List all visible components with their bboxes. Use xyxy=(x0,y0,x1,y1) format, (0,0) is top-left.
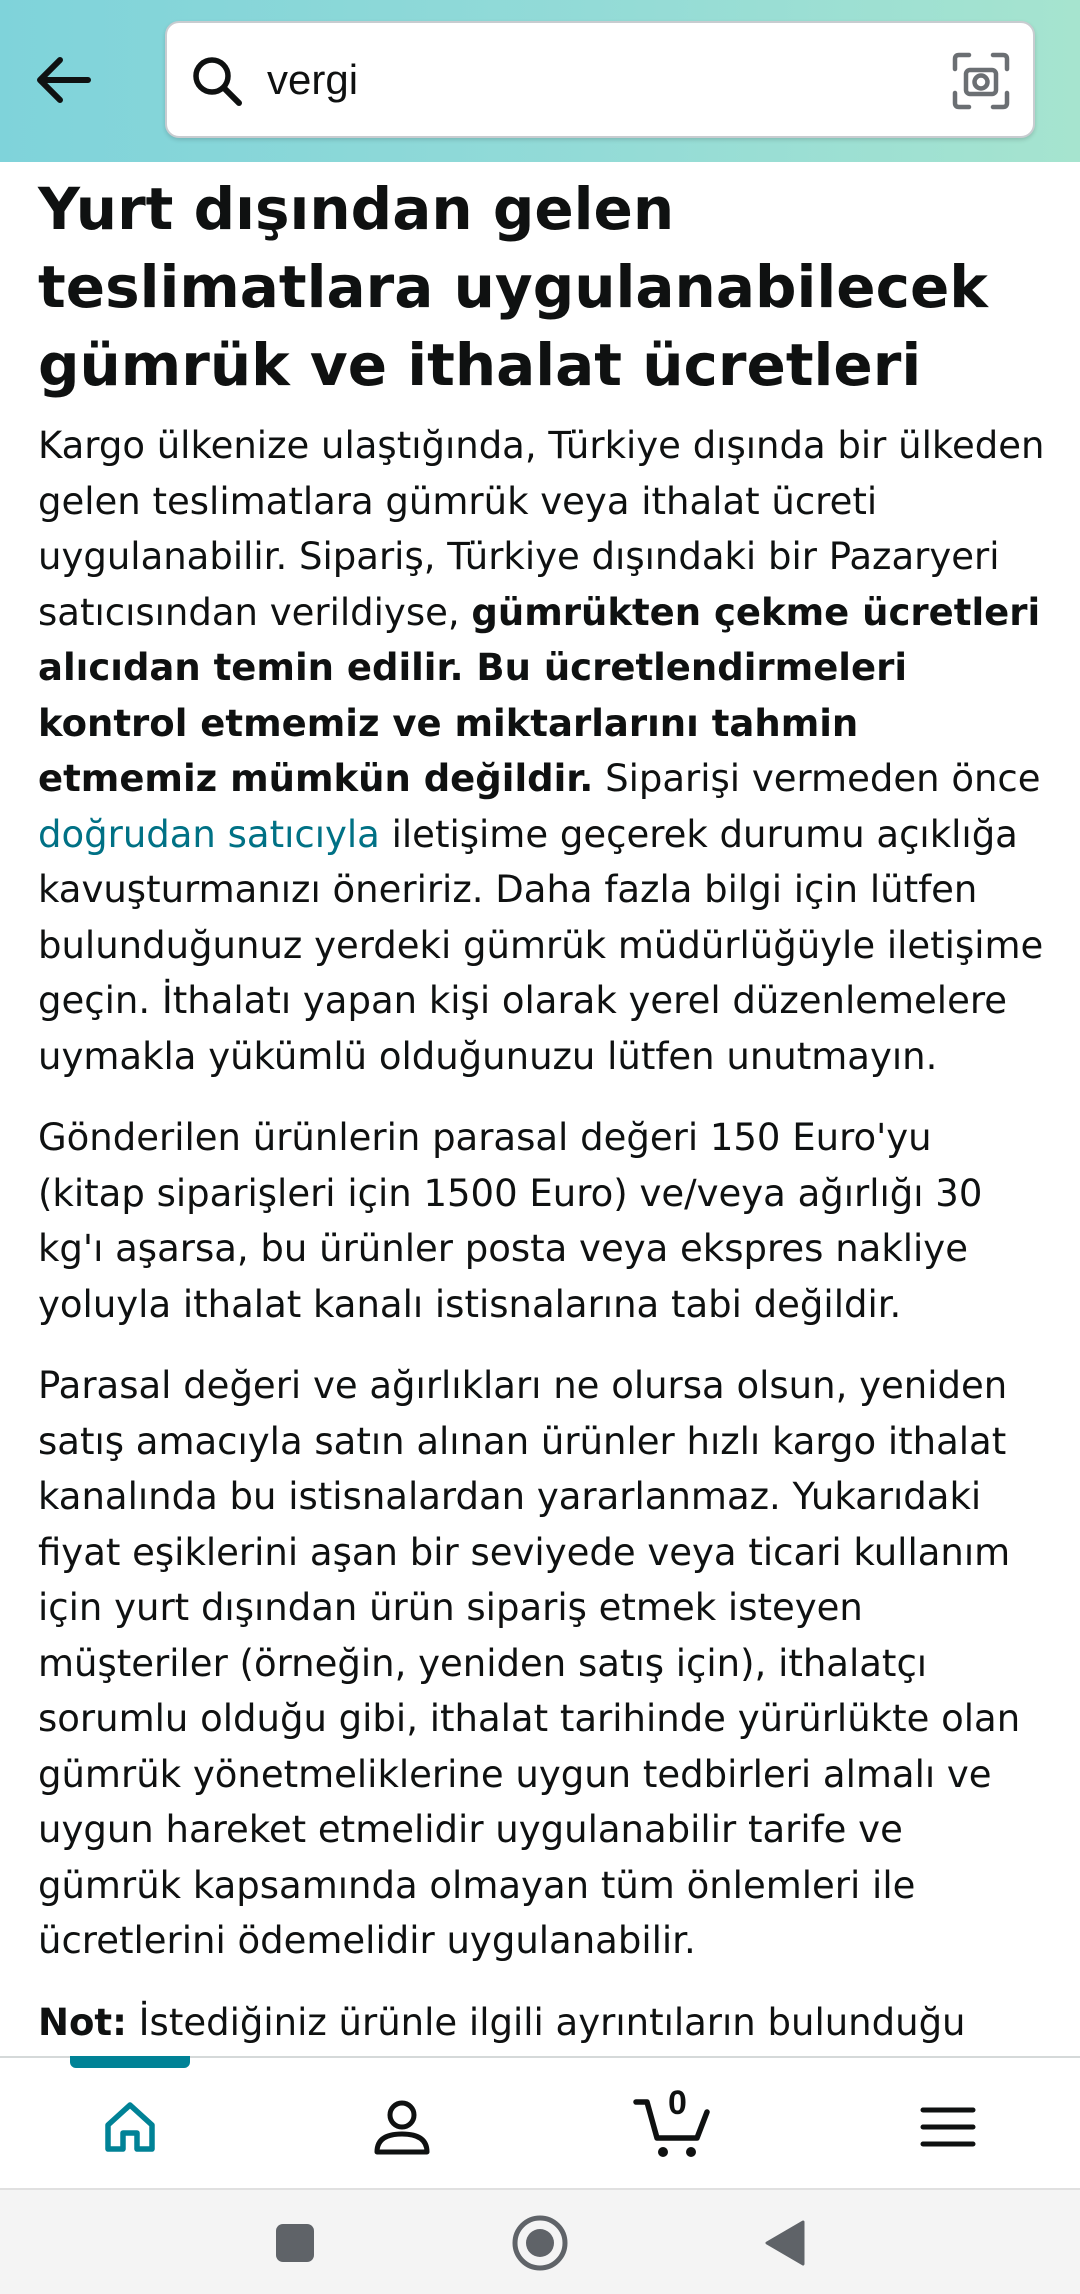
note-label: Not: xyxy=(38,2000,127,2044)
camera-scan-icon[interactable] xyxy=(949,49,1013,113)
back-button[interactable] xyxy=(22,40,102,120)
home-circle-icon xyxy=(511,2214,569,2272)
nav-home-button[interactable] xyxy=(85,2082,175,2172)
system-navigation-bar xyxy=(0,2188,1080,2294)
article-content xyxy=(38,170,1048,2076)
contact-seller-link[interactable]: doğrudan satıcıyla xyxy=(38,812,380,856)
paragraph-customs-charges xyxy=(38,418,1048,1084)
search-icon xyxy=(189,53,245,109)
paragraph-intro-text: Kargo ülkenize ulaştığında, Türkiye dışında bir ülkeden gelen teslimatlara gümrük veya ithalat ücreti uygulanabilir. Sipariş, Türkiye dışındaki bir Pazaryeri satıcısından verildiyse, xyxy=(38,424,1045,634)
app-header xyxy=(0,0,1080,162)
account-icon xyxy=(371,2096,433,2158)
paragraph-bold-text: gümrükten çekme ücretleri alıcıdan temin edilir. Bu ücretlendirmeleri kontrol etmemiz ve miktarlarını tahmin etmemiz mümkün değildir. xyxy=(38,590,1041,800)
nav-menu-button[interactable] xyxy=(903,2082,993,2172)
paragraph-after-link-text: iletişime geçerek durumu açıklığa kavuşturmanızı öneririz. Daha fazla bilgi için lütfen bulunduğunuz yerdeki gümrük müdürlüğüyle iletişime geçin. İthalatı yapan kişi olarak yerel düzenlemelere uymakla yükümlü olduğunuzu lütfen unutmayın. xyxy=(38,812,1044,1078)
recent-apps-icon xyxy=(274,2222,316,2264)
arrow-left-icon xyxy=(32,55,92,105)
nav-cart-button[interactable] xyxy=(628,2082,718,2172)
back-triangle-icon xyxy=(763,2219,807,2267)
home-icon xyxy=(100,2097,160,2157)
paragraph-resale-products: Parasal değeri ve ağırlıkları ne olursa olsun, yeniden satış amacıyla satın alınan ürünler hızlı kargo ithalat kanalında bu istisnalardan yararlanmaz. Yukarıdaki fiyat eşiklerini aşan bir seviyede veya ticari kullanım için yurt dışından ürün sipariş etmek isteyen müşteriler (örneğin, yeniden satış için), ithalatçı sorumlu olduğu gibi, ithalat tarihinde yürürlükte olan gümrük yönetmeliklerine uygun tedbirleri almalı ve uygun hareket etmelidir uygulanabilir tarife ve gümrük kapsamında olmayan tüm önlemleri ile ücretlerini ödemelidir uygulanabilir. xyxy=(38,1364,1021,1962)
recent-apps-button[interactable] xyxy=(260,2208,330,2278)
search-bar[interactable] xyxy=(165,21,1035,138)
bottom-navigation xyxy=(0,2056,1080,2188)
cart-count-badge: 0 xyxy=(668,2084,687,2122)
search-input[interactable] xyxy=(267,45,887,115)
system-back-button[interactable] xyxy=(750,2208,820,2278)
paragraph-before-link-text: Siparişi vermeden önce xyxy=(593,757,1041,800)
paragraph-value-threshold: Gönderilen ürünlerin parasal değeri 150 Euro'yu (kitap siparişleri için 1500 Euro) ve/veya ağırlığı 30 kg'ı aşarsa, bu ürünler posta veya ekspres nakliye yoluyla ithalat kanalı istisnalarına tabi değildir. xyxy=(38,1116,983,1326)
paragraph-note xyxy=(38,1995,1048,2051)
active-tab-indicator xyxy=(70,2056,190,2068)
menu-icon xyxy=(920,2104,976,2150)
note-text: İstediğiniz ürünle ilgili ayrıntıların bulunduğu xyxy=(126,2000,966,2044)
system-home-button[interactable] xyxy=(505,2208,575,2278)
nav-account-button[interactable] xyxy=(357,2082,447,2172)
page-title: Yurt dışından gelen teslimatlara uygulanabilecek gümrük ve ithalat ücretleri xyxy=(38,175,988,399)
